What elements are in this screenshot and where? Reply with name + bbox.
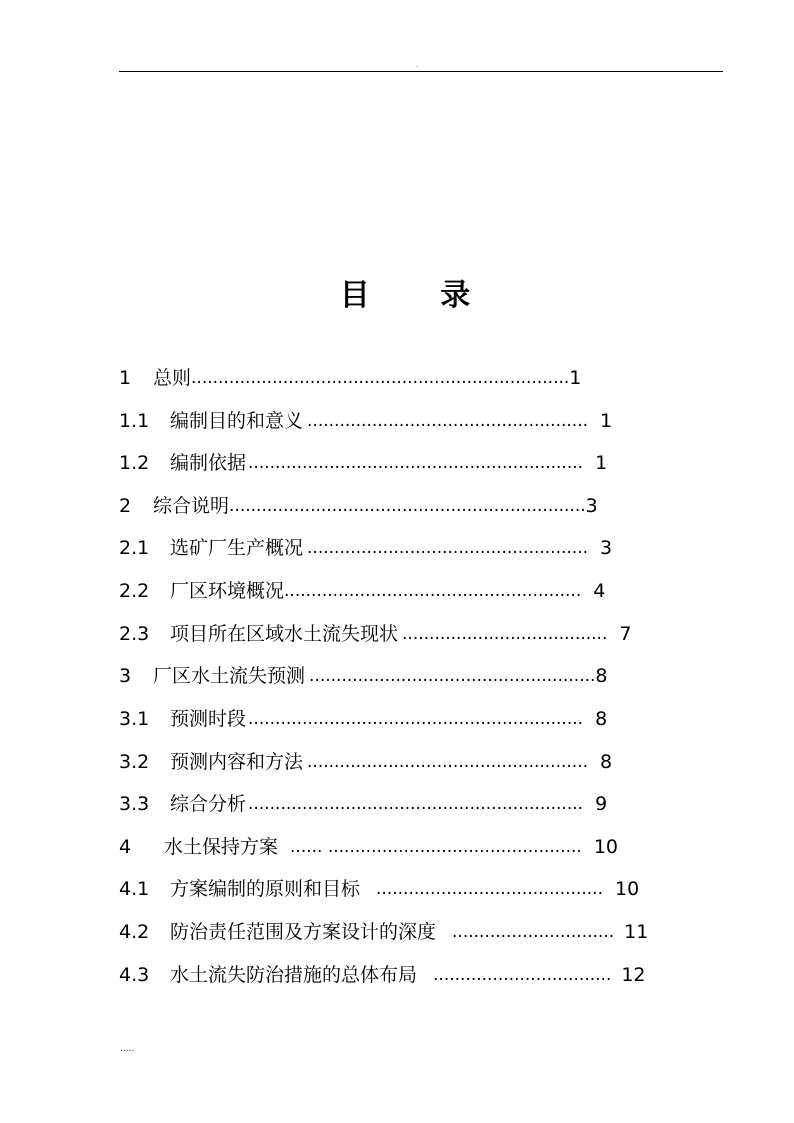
toc-leader: ....................................................	[307, 411, 589, 431]
toc-page: 7	[619, 623, 632, 645]
toc-title: 编制依据	[170, 452, 247, 474]
toc-entry[interactable]	[119, 409, 612, 433]
toc-number: 2.2	[119, 580, 150, 602]
toc-page: 10	[593, 836, 619, 858]
toc-leader: ......................................	[402, 624, 608, 644]
toc-title: 综合说明	[153, 495, 230, 517]
toc-entry[interactable]	[119, 750, 612, 774]
toc-leader: ....................................................	[307, 752, 589, 772]
toc-leader: ..............................................................	[248, 709, 584, 729]
toc-entry[interactable]	[119, 707, 607, 731]
toc-entry[interactable]	[119, 920, 648, 944]
toc-number: 1	[119, 367, 132, 389]
toc-entry[interactable]	[119, 664, 608, 688]
toc-title: 厂区环境概况	[170, 580, 285, 602]
toc-entry[interactable]	[119, 622, 631, 646]
toc-page: 8	[600, 751, 613, 773]
toc-entry[interactable]	[119, 579, 605, 603]
toc-page: 1	[595, 452, 608, 474]
toc-number: 2.3	[119, 623, 150, 645]
toc-title: 预测内容和方法	[170, 751, 304, 773]
toc-number: 4.1	[119, 878, 150, 900]
toc-leader: ..............................................................	[248, 453, 584, 473]
toc-leader: ..................................................................	[229, 496, 586, 516]
toc-title: 厂区水土流失预测	[153, 665, 306, 687]
toc-entry[interactable]	[119, 366, 581, 390]
toc-title: 选矿厂生产概况	[170, 537, 304, 559]
toc-page: 1	[600, 410, 613, 432]
toc-page: 3	[585, 495, 598, 517]
toc-page: 8	[595, 665, 608, 687]
toc-page: 1	[569, 367, 582, 389]
toc-entry[interactable]	[119, 451, 607, 475]
toc-number: 1.2	[119, 452, 150, 474]
toc-number: 4.2	[119, 921, 150, 943]
toc-leader: ....................................................	[307, 538, 589, 558]
header-rule	[119, 71, 723, 72]
toc-title: 预测时段	[170, 708, 247, 730]
toc-page: 4	[593, 580, 606, 602]
toc-entry[interactable]	[119, 963, 646, 987]
toc-page: 10	[614, 878, 640, 900]
toc-page: 12	[621, 964, 646, 986]
toc-title: 综合分析	[170, 793, 247, 815]
toc-leader: ..........................................	[376, 879, 603, 899]
toc-leader: ..............................	[452, 922, 615, 942]
toc-page: 11	[624, 921, 649, 943]
toc-title: 防治责任范围及方案设计的深度	[170, 921, 437, 943]
footer-dots: .....	[120, 1044, 135, 1054]
toc-page: 3	[600, 537, 613, 559]
toc-leader: ..............................................................	[248, 794, 584, 814]
toc-title: 方案编制的原则和目标	[170, 878, 361, 900]
toc-title: 水土流失防治措施的总体布局	[170, 964, 418, 986]
toc-page: 9	[595, 793, 608, 815]
toc-number: 2.1	[119, 537, 150, 559]
toc-entry[interactable]	[119, 494, 598, 518]
toc-number: 3.3	[119, 793, 150, 815]
toc-leader: .................................	[433, 965, 612, 985]
toc-entry[interactable]	[119, 536, 612, 560]
toc-number: 4	[119, 836, 132, 858]
toc-number: 3	[119, 665, 132, 687]
toc-number: 4.3	[119, 964, 150, 986]
header-dot: .	[416, 60, 419, 69]
toc-leader: .....................................................	[309, 666, 596, 686]
toc-leader: .......................................................	[284, 581, 582, 601]
toc-page: 8	[595, 708, 608, 730]
toc-number: 3.1	[119, 708, 150, 730]
toc-entry[interactable]	[119, 835, 618, 859]
toc-leader: ......................................................................	[191, 368, 570, 388]
toc-title: 水土保持方案	[164, 836, 279, 858]
toc-leader: ...... ...............................................	[290, 837, 582, 857]
toc-entry[interactable]	[119, 792, 607, 816]
toc-title: 总则	[153, 367, 192, 389]
toc-title: 项目所在区域水土流失现状	[170, 623, 399, 645]
toc-number: 2	[119, 495, 132, 517]
toc-title: 编制目的和意义	[170, 410, 304, 432]
page-title: 目 录	[339, 278, 501, 313]
toc-number: 3.2	[119, 751, 150, 773]
toc-entry[interactable]	[119, 877, 639, 901]
toc-number: 1.1	[119, 410, 150, 432]
